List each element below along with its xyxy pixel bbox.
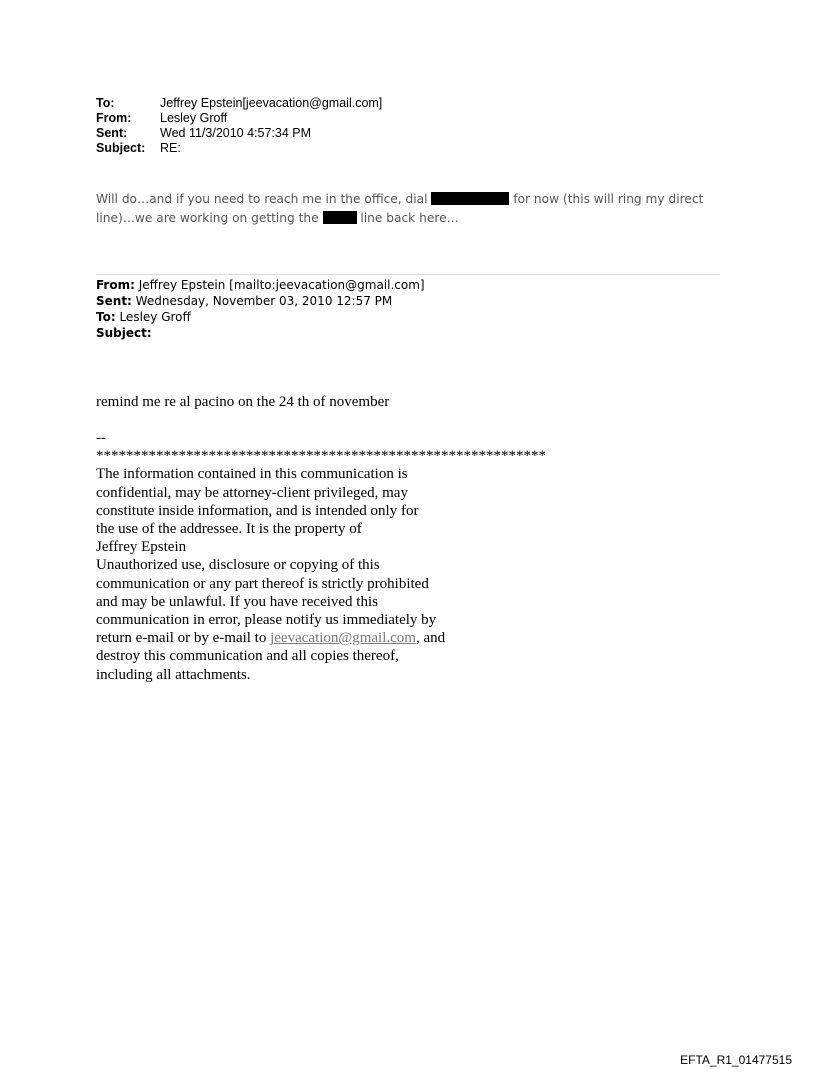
message-divider: [96, 274, 720, 275]
header-to-label: To:: [96, 96, 115, 110]
forwarded-sent-value: Wednesday, November 03, 2010 12:57 PM: [131, 294, 393, 308]
header-subject-value: RE:: [160, 141, 181, 155]
signature-line: and may be unlawful. If you have received this: [96, 593, 378, 610]
header-sent-label: Sent:: [96, 126, 128, 140]
forwarded-subject-row: [96, 325, 425, 341]
signature-stars: ************************************************************: [96, 448, 546, 465]
reply-text-part1: Will do…and if you need to reach me in the office, dial: [96, 192, 432, 206]
signature-line: Unauthorized use, disclosure or copying of this: [96, 557, 380, 574]
reply-text-part3: line back here…: [356, 211, 459, 225]
signature-line: the use of the addressee. It is the property of: [96, 521, 362, 538]
signature-line: destroy this communication and all copies thereof,: [96, 648, 399, 665]
signature-line: including all attachments.: [96, 666, 251, 683]
reply-body: [96, 190, 716, 228]
forwarded-to-row: [96, 309, 425, 325]
redaction-box-phone: [431, 192, 509, 205]
header-subject-label: Subject:: [96, 141, 146, 155]
forwarded-to-value: Lesley Groff: [115, 310, 191, 324]
email-link[interactable]: jeevacation@gmail.com: [270, 630, 416, 647]
signature-line: The information contained in this communication is: [96, 466, 408, 483]
forwarded-to-label: To:: [96, 310, 116, 324]
signature-line-suffix: , and: [415, 630, 446, 647]
signature-line: [96, 629, 596, 647]
reply-text-part2: for now (this will ring my direct line)…we are working on getting the: [96, 192, 704, 225]
header-to-row: [96, 96, 382, 111]
email-header: [96, 96, 382, 156]
header-to-value: Jeffrey Epstein[jeevacation@gmail.com]: [160, 96, 383, 110]
signature-line-prefix: return e-mail or by e-mail to: [96, 630, 271, 647]
header-subject-row: [96, 141, 382, 156]
header-from-label: From:: [96, 111, 132, 125]
header-sent-value: Wed 11/3/2010 4:57:34 PM: [160, 126, 312, 140]
redaction-box-line: [323, 211, 357, 224]
forwarded-header: [96, 277, 425, 341]
signature-line: communication or any part thereof is strictly prohibited: [96, 575, 429, 592]
message-body: remind me re al pacino on the 24 th of november: [96, 394, 390, 410]
signature-line: constitute inside information, and is intended only for: [96, 502, 419, 519]
forwarded-sent-label: Sent:: [96, 294, 132, 308]
forwarded-from-label: From:: [96, 278, 135, 292]
document-id: EFTA_R1_01477515: [680, 1053, 792, 1067]
header-from-row: [96, 111, 382, 126]
signature-line: Jeffrey Epstein: [96, 539, 187, 556]
forwarded-sent-row: [96, 293, 425, 309]
forwarded-from-value: Jeffrey Epstein [mailto:jeevacation@gmail.com]: [134, 278, 425, 292]
signature-dashes: --: [96, 430, 106, 446]
signature-line: confidential, may be attorney-client privileged, may: [96, 484, 408, 501]
confidentiality-signature: [96, 429, 596, 684]
forwarded-subject-label: Subject:: [96, 326, 152, 340]
forwarded-from-row: [96, 277, 425, 293]
header-sent-row: [96, 126, 382, 141]
header-from-value: Lesley Groff: [160, 111, 228, 125]
signature-line: communication in error, please notify us immediately by: [96, 612, 437, 629]
